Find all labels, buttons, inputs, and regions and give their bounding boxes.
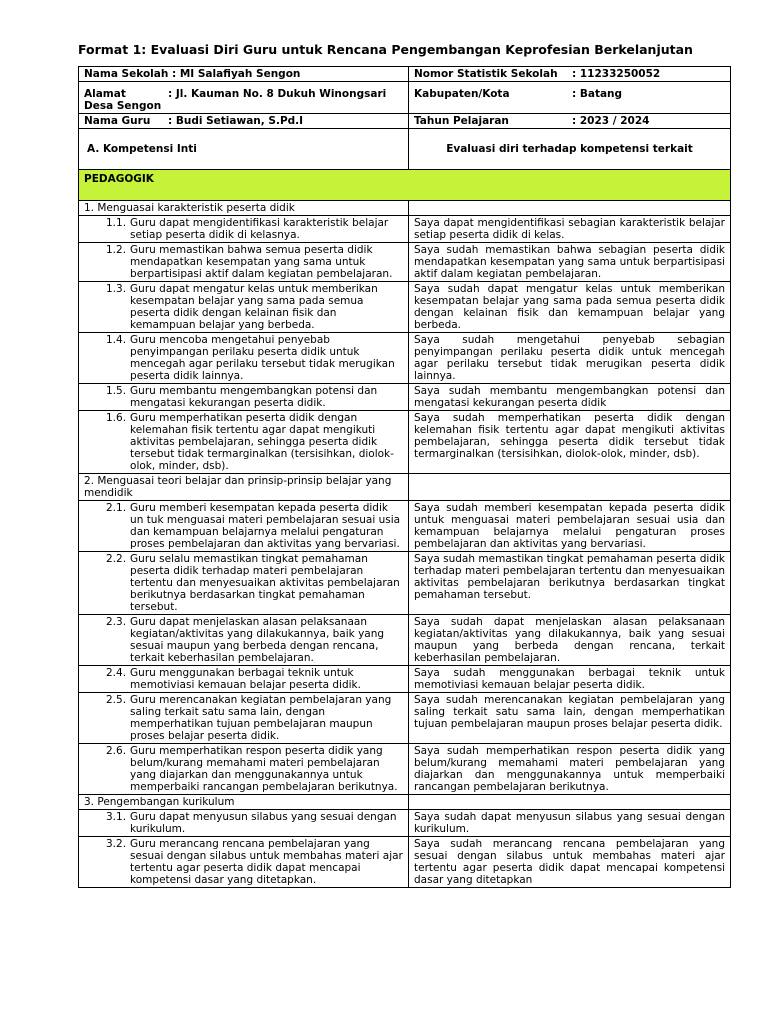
indicator-cell	[79, 216, 409, 243]
evaluation-table	[78, 66, 731, 888]
indicator-row	[79, 552, 731, 615]
section-row	[79, 201, 731, 216]
section-title: 3. Pengembangan kurikulum	[79, 795, 409, 810]
self-evaluation-response: Saya sudah memberi kesempatan kepada peserta didik untuk menguasai materi pembelajaran sesuai usia dan kemampuan belajarnya melalui pengaturan proses pembelajaran dan aktivitas yang bervariasi.	[409, 501, 731, 552]
section-title: 1. Menguasai karakteristik peserta didik	[79, 201, 409, 216]
indicator-row	[79, 384, 731, 411]
section-title: 2. Menguasai teori belajar dan prinsip-prinsip belajar yang mendidik	[79, 474, 409, 501]
kabupaten-label: Kabupaten/Kota	[414, 88, 510, 100]
nss-value: : 11233250052	[572, 68, 661, 80]
self-evaluation-response: Saya sudah membantu mengembangkan potensi dan mengatasi kekurangan peserta didik	[409, 384, 731, 411]
self-evaluation-response: Saya sudah menggunakan berbagai teknik untuk memotiviasi kemauan belajar peserta didik.	[409, 666, 731, 693]
indicator-number: 3.2.	[106, 838, 127, 850]
evaluasi-header: Evaluasi diri terhadap kompetensi terkait	[409, 129, 731, 170]
section-row	[79, 474, 731, 501]
indicator-cell	[79, 333, 409, 384]
indicator-row	[79, 333, 731, 384]
teacher-row	[79, 114, 731, 129]
indicator-cell	[79, 243, 409, 282]
indicator-cell	[79, 693, 409, 744]
indicator-cell	[79, 282, 409, 333]
indicator-text: Guru dapat mengatur kelas untuk memberikan kesempatan belajar yang sama pada semua peserta didik dengan kelainan fisik dan kemampuan belajar yang berbeda.	[130, 283, 378, 331]
kompetensi-header: A. Kompetensi Inti	[79, 129, 409, 170]
indicator-number: 2.6.	[106, 745, 127, 757]
indicator-text: Guru menggunakan berbagai teknik untuk memotiviasi kemauan belajar peserta didik.	[130, 667, 361, 691]
section-empty-cell	[409, 795, 731, 810]
indicator-number: 2.4.	[106, 667, 127, 679]
pedagogik-label: PEDAGOGIK	[79, 170, 731, 201]
address-row	[79, 82, 731, 114]
school-name-label: Nama Sekolah	[84, 68, 169, 80]
pedagogik-row	[79, 170, 731, 201]
self-evaluation-response: Saya sudah memperhatikan respon peserta didik yang belum/kurang memahami materi pembelajaran yang diajarkan dan menggunakannya untuk memperbaiki rancangan pembelajaran berikutnya.	[409, 744, 731, 795]
indicator-row	[79, 810, 731, 837]
indicator-text: Guru membantu mengembangkan potensi dan mengatasi kekurangan peserta didik.	[130, 385, 378, 409]
self-evaluation-response: Saya sudah merancang rencana pembelajaran yang sesuai dengan silabus untuk membahas materi ajar tertentu agar peserta didik dapat mencapai kompetensi dasar yang ditetapkan	[409, 837, 731, 888]
column-header-row	[79, 129, 731, 170]
indicator-number: 1.6.	[106, 412, 127, 424]
indicator-text: Guru dapat menyusun silabus yang sesuai dengan kurikulum.	[130, 811, 397, 835]
year-value: : 2023 / 2024	[572, 115, 650, 127]
section-row	[79, 795, 731, 810]
self-evaluation-response: Saya sudah dapat menjelaskan alasan pelaksanaan kegiatan/aktivitas yang dilakukannya, baik yang sesuai maupun yang berbeda dengan rencana, terkait keberhasilan pembelajaran.	[409, 615, 731, 666]
self-evaluation-response: Saya dapat mengidentifikasi sebagian karakteristik belajar setiap peserta didik di kelas.	[409, 216, 731, 243]
address-label: Alamat	[84, 88, 126, 100]
kabupaten-value: : Batang	[572, 88, 623, 100]
indicator-text: Guru memperhatikan peserta didik dengan kelemahan fisik tertentu agar dapat mengikuti aktivitas pembelajaran, sehingga peserta didik tersebut tidak termarginalkan (tersisihkan, diolok-olok, minder, dsb).	[130, 412, 394, 472]
indicator-text: Guru memastikan bahwa semua peserta didik mendapatkan kesempatan yang sama untuk berpartisipasi aktif dalam kegiatan pembelajaran.	[130, 244, 393, 280]
indicator-text: Guru dapat menjelaskan alasan pelaksanaan kegiatan/aktivitas yang dilakukannya, baik yang sesuai maupun yang berbeda dengan rencana, terkait keberhasilan pembelajaran.	[130, 616, 385, 664]
self-evaluation-response: Saya sudah merencanakan kegiatan pembelajaran yang saling terkait satu sama lain, dengan memperhatikan tujuan pembelajaran maupun proses belajar peserta didik.	[409, 693, 731, 744]
teacher-label: Nama Guru	[84, 115, 151, 127]
indicator-number: 2.1.	[106, 502, 127, 514]
indicator-row	[79, 501, 731, 552]
indicator-row	[79, 615, 731, 666]
section-empty-cell	[409, 201, 731, 216]
indicator-cell	[79, 384, 409, 411]
indicator-text: Guru dapat mengidentifikasi karakteristik belajar setiap peserta didik di kelasnya.	[130, 217, 389, 241]
indicator-number: 2.5.	[106, 694, 127, 706]
indicator-text: Guru memperhatikan respon peserta didik yang belum/kurang memahami materi pembelajaran yang diajarkan dan menggunakannya untuk memperbaiki rancangan pembelajaran berikutnya.	[130, 745, 398, 793]
self-evaluation-response: Saya sudah dapat mengatur kelas untuk memberikan kesempatan belajar yang sama pada semua peserta didik dengan kelainan fisik dan kemampuan belajar yang berbeda.	[409, 282, 731, 333]
indicator-cell	[79, 666, 409, 693]
self-evaluation-response: Saya sudah dapat menyusun silabus yang sesuai dengan kurikulum.	[409, 810, 731, 837]
indicator-row	[79, 666, 731, 693]
indicator-number: 1.4.	[106, 334, 127, 346]
year-label: Tahun Pelajaran	[414, 115, 509, 127]
indicator-row	[79, 282, 731, 333]
self-evaluation-response: Saya sudah memastikan tingkat pemahaman peserta didik terhadap materi pembelajaran tertentu dan menyesuaikan aktivitas pembelajaran berikutnya berdasarkan tingkat pemahaman tersebut.	[409, 552, 731, 615]
indicator-cell	[79, 837, 409, 888]
section-empty-cell	[409, 474, 731, 501]
indicator-row	[79, 411, 731, 474]
indicator-cell	[79, 615, 409, 666]
school-row	[79, 67, 731, 82]
indicator-number: 3.1.	[106, 811, 127, 823]
indicator-cell	[79, 744, 409, 795]
indicator-cell	[79, 501, 409, 552]
indicator-row	[79, 744, 731, 795]
indicator-row	[79, 837, 731, 888]
indicator-row	[79, 693, 731, 744]
indicator-text: Guru merancang rencana pembelajaran yang sesuai dengan silabus untuk membahas materi ajar tertentu agar peserta didik dapat mencapai kompetensi dasar yang ditetapkan.	[130, 838, 403, 886]
indicator-cell	[79, 411, 409, 474]
indicator-text: Guru memberi kesempatan kepada peserta didik un tuk menguasai materi pembelajaran sesuai usia dan kemampuan belajarnya melalui pengaturan proses pembelajaran dan aktivitas yang bervariasi.	[130, 502, 401, 550]
indicator-number: 1.5.	[106, 385, 127, 397]
indicator-number: 2.2.	[106, 553, 127, 565]
indicator-text: Guru mencoba mengetahui penyebab penyimpangan perilaku peserta didik untuk mencegah agar perilaku tersebut tidak merugikan peserta didik lainnya.	[130, 334, 395, 382]
self-evaluation-response: Saya sudah memperhatikan peserta didik dengan kelemahan fisik tertentu agar dapat mengikuti aktivitas pembelajaran, sehingga peserta didik tersebut tidak termarginalkan (tersisihkan, diolok-olok, minder, dsb).	[409, 411, 731, 474]
self-evaluation-response: Saya sudah memastikan bahwa sebagian peserta didik mendapatkan kesempatan yang sama untuk berpartisipasi aktif dalam kegiatan pembelajaran.	[409, 243, 731, 282]
self-evaluation-response: Saya sudah mengetahui penyebab sebagian penyimpangan perilaku peserta didik untuk mencegah agar perilaku tersebut tidak merugikan peserta didik lainnya.	[409, 333, 731, 384]
address-value: : Jl. Kauman No. 8 Dukuh Winongsari Desa Sengon	[84, 88, 387, 112]
nss-label: Nomor Statistik Sekolah	[414, 68, 558, 80]
teacher-value: : Budi Setiawan, S.Pd.I	[168, 115, 304, 127]
indicator-row	[79, 243, 731, 282]
indicator-number: 1.1.	[106, 217, 127, 229]
indicator-cell	[79, 810, 409, 837]
indicator-number: 1.3.	[106, 283, 127, 295]
indicator-number: 1.2.	[106, 244, 127, 256]
school-name-value: : MI Salafiyah Sengon	[171, 68, 301, 80]
indicator-cell	[79, 552, 409, 615]
indicator-row	[79, 216, 731, 243]
indicator-number: 2.3.	[106, 616, 127, 628]
indicator-text: Guru selalu memastikan tingkat pemahaman peserta didik terhadap materi pembelajaran tertentu dan menyesuaikan aktivitas pembelajaran berikutnya berdasarkan tingkat pemahaman tersebut.	[130, 553, 400, 613]
indicator-text: Guru merencanakan kegiatan pembelajaran yang saling terkait satu sama lain, dengan memperhatikan tujuan pembelajaran maupun proses belajar peserta didik.	[130, 694, 392, 742]
document-title: Format 1: Evaluasi Diri Guru untuk Rencana Pengembangan Keprofesian Berkelanjutan	[78, 42, 693, 57]
